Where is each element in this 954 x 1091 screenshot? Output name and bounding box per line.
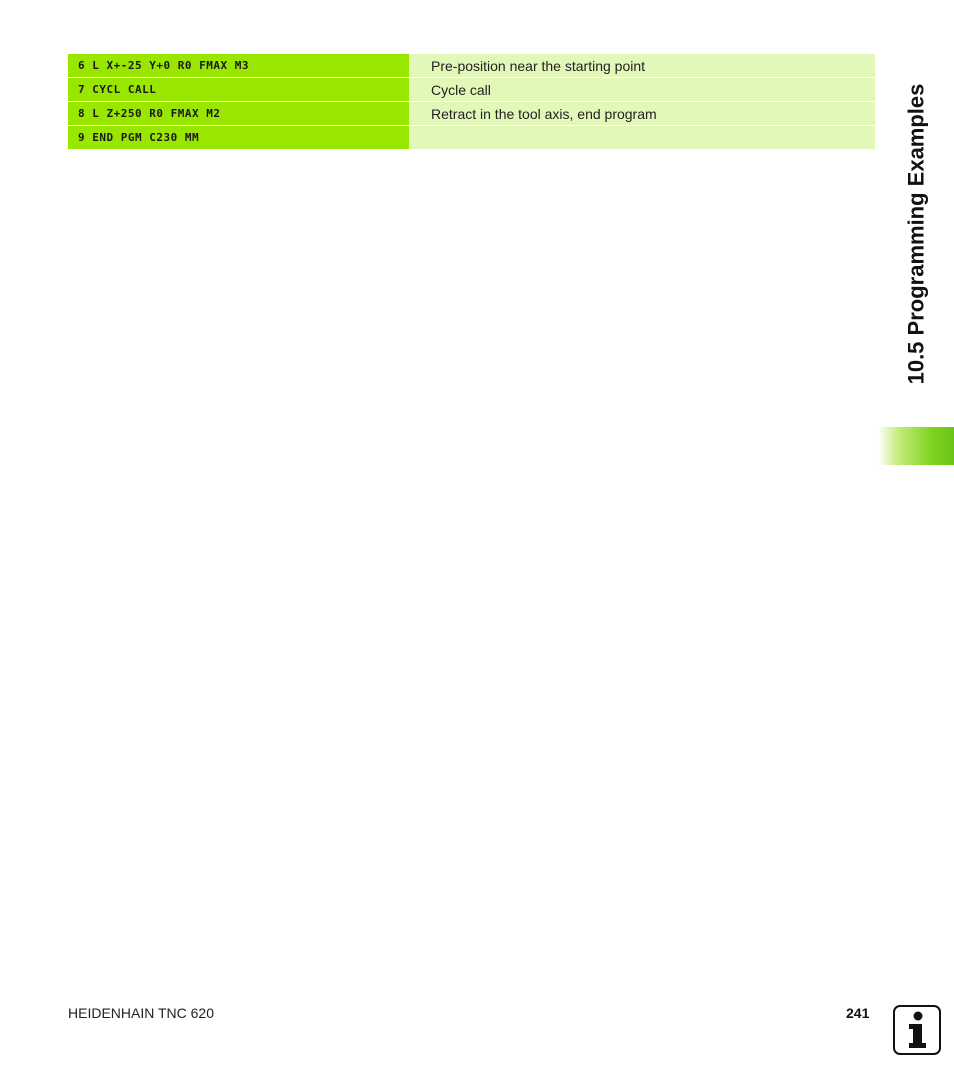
nc-code: 7 CYCL CALL [68, 78, 409, 102]
nc-description [409, 126, 875, 150]
nc-description: Retract in the tool axis, end program [409, 102, 875, 126]
page-number: 241 [846, 1005, 870, 1021]
program-row [68, 102, 875, 126]
program-row [68, 126, 875, 150]
nc-description: Pre-position near the starting point [409, 54, 875, 78]
program-row [68, 78, 875, 102]
program-row [68, 54, 875, 78]
chapter-tab [878, 427, 954, 465]
nc-code: 8 L Z+250 R0 FMAX M2 [68, 102, 409, 126]
nc-description: Cycle call [409, 78, 875, 102]
program-table [68, 54, 875, 150]
section-title-vertical [896, 54, 936, 414]
nc-code: 9 END PGM C230 MM [68, 126, 409, 150]
footer-product: HEIDENHAIN TNC 620 [68, 1005, 215, 1021]
section-title: 10.5 Programming Examples [903, 83, 929, 385]
nc-code: 6 L X+-25 Y+0 R0 FMAX M3 [68, 54, 409, 78]
info-icon [893, 1005, 941, 1055]
